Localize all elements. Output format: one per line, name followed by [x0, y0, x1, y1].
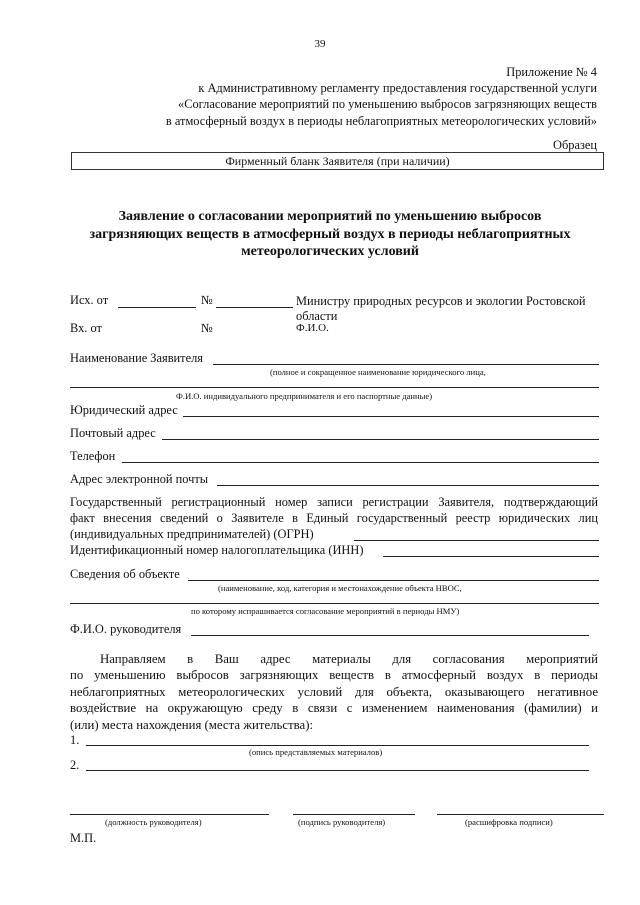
ogrn-line-2: факт внесения сведений о Заявителе в Единый государственный реестр юридических лиц	[70, 511, 598, 525]
outgoing-number-field[interactable]	[216, 307, 293, 308]
appendix-line-2: к Административному регламенту предоставления государственной услуги	[198, 81, 597, 96]
position-field[interactable]	[70, 814, 269, 815]
letterhead-box	[71, 152, 604, 170]
manager-field[interactable]	[191, 635, 589, 636]
ogrn-line-1: Государственный регистрационный номер записи регистрации Заявителя, подтверждающий	[70, 495, 598, 509]
title-line-2: загрязняющих веществ в атмосферный воздух в периоды неблагоприятных	[89, 226, 571, 242]
appendix-line-3: «Согласование мероприятий по уменьшению выбросов загрязняющих веществ	[178, 97, 597, 112]
signature-hint: (подпись руководителя)	[298, 817, 386, 827]
title-line-1: Заявление о согласовании мероприятий по уменьшению выбросов	[118, 209, 542, 224]
applicant-name-hint-2: Ф.И.О. индивидуального предпринимателя и его паспортные данные)	[176, 391, 433, 401]
legal-address-field[interactable]	[183, 416, 599, 417]
object-hint-1: (наименование, код, категория и местонахождение объекта НВОС,	[218, 583, 462, 593]
inn-field[interactable]	[383, 556, 599, 557]
title-line-3: метеорологических условий	[241, 244, 419, 259]
postal-address-label: Почтовый адрес	[70, 426, 156, 440]
signature-field[interactable]	[293, 814, 415, 815]
outgoing-number-sign: №	[201, 293, 213, 307]
applicant-name-label: Наименование Заявителя	[70, 351, 203, 365]
object-label: Сведения об объекте	[70, 567, 180, 581]
decoding-field[interactable]	[437, 814, 604, 815]
postal-address-field[interactable]	[162, 439, 599, 440]
applicant-name-field-2[interactable]	[70, 387, 599, 388]
direction-line-3: неблагоприятных метеорологических условий для объекта, оказывающего негативное	[70, 684, 598, 699]
appendix-line-4: в атмосферный воздух в периоды неблагоприятных метеорологических условий»	[165, 113, 597, 128]
outgoing-date-field[interactable]	[118, 307, 196, 308]
direction-line-2: по уменьшению выбросов загрязняющих веществ в атмосферный воздух в периоды	[70, 668, 598, 683]
direction-paragraph	[70, 651, 598, 733]
object-hint-2: по которому испрашивается согласование мероприятий в периоды НМУ)	[191, 606, 460, 616]
email-label: Адрес электронной почты	[70, 472, 209, 486]
ogrn-paragraph	[70, 494, 598, 542]
decoding-hint: (расшифровка подписи)	[465, 817, 553, 827]
item-2-field[interactable]	[86, 770, 589, 771]
outgoing-label: Исх. от	[70, 293, 109, 307]
appendix-header	[100, 64, 597, 129]
materials-hint: (опись представляемых материалов)	[249, 747, 383, 757]
applicant-name-field[interactable]	[213, 364, 599, 365]
addressee-line-1: Министру природных ресурсов и экологии Ростовской	[296, 294, 586, 308]
email-field[interactable]	[217, 485, 599, 486]
direction-line-5: (или) места нахождения (места жительства):	[70, 717, 314, 732]
letterhead-text: Фирменный бланк Заявителя (при наличии)	[225, 154, 450, 168]
incoming-label: Вх. от	[70, 321, 102, 335]
inn-label: Идентификационный номер налогоплательщика (ИНН)	[70, 543, 364, 557]
ogrn-line-3: (индивидуальных предпринимателей) (ОГРН)	[70, 527, 314, 541]
phone-field[interactable]	[122, 462, 599, 463]
incoming-number-sign: №	[201, 321, 213, 335]
item-1-field[interactable]	[86, 745, 589, 746]
direction-line-4: воздействие на окружающую среду в связи с изменением наименования (фамилии) и	[70, 701, 598, 716]
phone-label: Телефон	[70, 449, 116, 463]
direction-line-1: Направляем в Ваш адрес материалы для согласования мероприятий	[100, 652, 598, 666]
object-field-2[interactable]	[70, 603, 599, 604]
item-2-label: 2.	[70, 758, 80, 772]
sample-label: Образец	[553, 138, 597, 152]
applicant-name-hint-1: (полное и сокращенное наименование юридического лица,	[270, 367, 486, 377]
stamp-label: М.П.	[70, 831, 97, 845]
position-hint: (должность руководителя)	[105, 817, 202, 827]
document-title	[40, 208, 620, 261]
ogrn-field[interactable]	[354, 540, 599, 541]
appendix-line-1: Приложение № 4	[506, 65, 597, 79]
object-field[interactable]	[188, 580, 599, 581]
addressee-fio: Ф.И.О.	[296, 322, 329, 334]
addressee-line-2: области	[296, 309, 338, 323]
manager-label: Ф.И.О. руководителя	[70, 622, 182, 636]
legal-address-label: Юридический адрес	[70, 403, 178, 417]
item-1-label: 1.	[70, 733, 80, 747]
addressee	[296, 294, 586, 324]
page-number: 39	[314, 38, 326, 50]
